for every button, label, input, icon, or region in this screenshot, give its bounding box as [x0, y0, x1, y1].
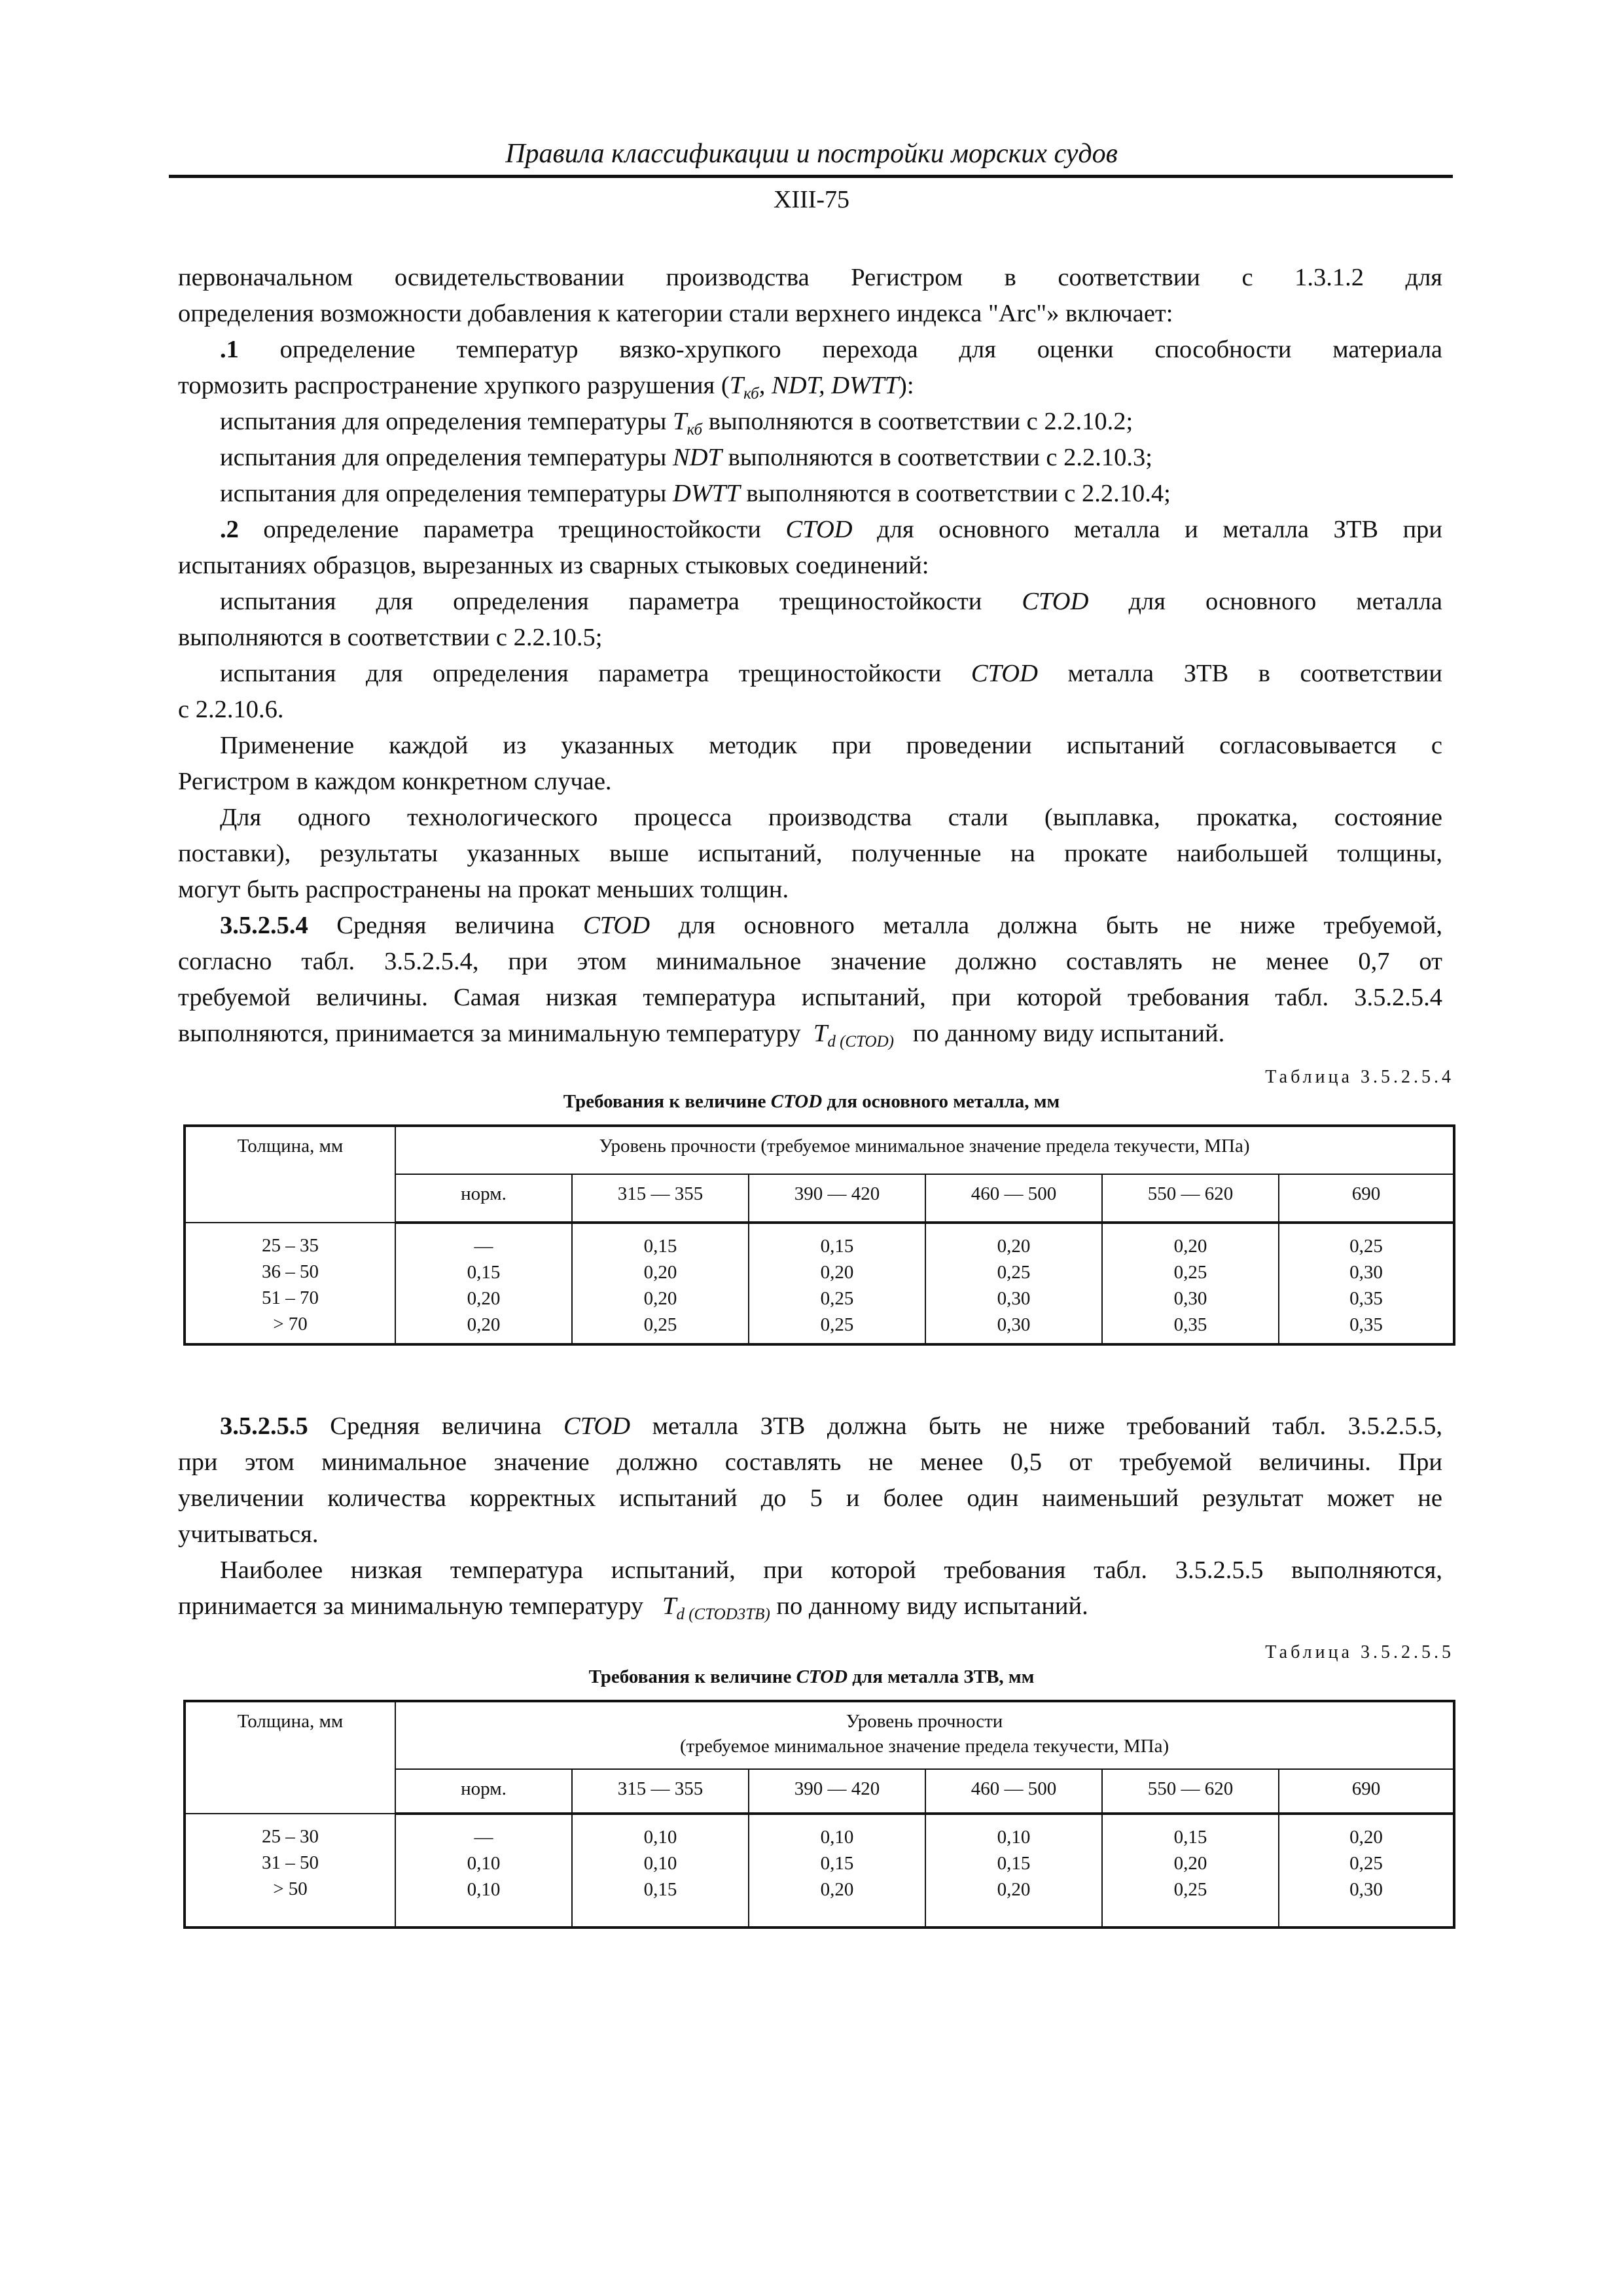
- table2-level: 390 — 420: [749, 1769, 925, 1814]
- table2-column: [749, 1814, 925, 1928]
- table-cell: 0,25: [1173, 1262, 1207, 1283]
- symbol-ctod: CTOD: [583, 912, 651, 939]
- symbol-ndt: NDT: [673, 444, 722, 471]
- table2-level: 315 — 355: [572, 1769, 749, 1814]
- table-cell: 0,35: [1349, 1314, 1383, 1335]
- table-cell: 0,25: [1349, 1236, 1383, 1257]
- section-3524-line-1: 3.5.2.5.4 Средняя величина CTOD для основного металла должна быть не ниже требуемой,: [220, 912, 1443, 939]
- symbol-ctod: CTOD: [1022, 588, 1089, 615]
- symbol-ctod: CTOD: [796, 1666, 848, 1687]
- table-cell: 0,30: [1349, 1879, 1383, 1900]
- table-cell: 0,15: [467, 1262, 501, 1283]
- table1-column: [1102, 1223, 1279, 1344]
- symbol-ctod: CTOD: [770, 1091, 823, 1112]
- table-cell: 0,20: [643, 1288, 677, 1309]
- table-cell: > 50: [273, 1878, 308, 1899]
- intro-line-1: первоначальном освидетельствовании производства Регистром в соответствии с 1.3.1.2 для: [178, 264, 1442, 291]
- table1-column: [395, 1223, 572, 1344]
- section-3524-line-2: согласно табл. 3.5.2.5.4, при этом минимальное значение должно составлять не менее 0,7 от: [178, 948, 1442, 975]
- table1-thickness-column: [185, 1223, 395, 1344]
- table2-level: 690: [1279, 1769, 1454, 1814]
- table-cell: 0,20: [1173, 1853, 1207, 1874]
- symbol-t: $T_{кб}$, NDT, DWTT: [729, 372, 899, 403]
- table-cell: 0,15: [820, 1853, 854, 1874]
- table2-level: норм.: [395, 1769, 572, 1814]
- section-3525-line-3: увеличении количества корректных испытаний до 5 и более один наименьший результат может не: [178, 1484, 1442, 1512]
- section-3525-number: 3.5.2.5.5: [220, 1412, 308, 1440]
- table1-thickness-header: Толщина, мм: [185, 1126, 395, 1223]
- process-line-2: поставки), результаты указанных выше испытаний, полученные на прокате наибольшей толщины,: [178, 840, 1442, 867]
- test-ctod-base-line-1: испытания для определения параметра трещиностойкости CTOD для основного металла: [220, 588, 1443, 615]
- table-cell: 0,25: [820, 1314, 854, 1335]
- table-cell: —: [474, 1236, 493, 1257]
- item2-line-1: .2 определение параметра трещиностойкости CTOD для основного металла и металла ЗТВ при: [220, 516, 1443, 543]
- table1-level: 550 — 620: [1102, 1174, 1279, 1223]
- table-cell: 25 – 35: [262, 1235, 319, 1256]
- symbol-td-ctod3tb: $T_{d (CTOD3TB)}$: [662, 1592, 770, 1623]
- table-cell: 0,10: [643, 1853, 677, 1874]
- page-number: XIII-75: [773, 186, 850, 213]
- item1-text: определение температур вязко-хрупкого перехода для оценки способности материала: [279, 336, 1442, 363]
- test-ndt-line: испытания для определения температуры NDT выполняются в соответствии с 2.2.10.3;: [220, 444, 1152, 471]
- symbol-td-ctod: $T_{d (CTOD)}$: [813, 1020, 894, 1050]
- table-cell: 0,30: [1173, 1288, 1207, 1309]
- table1-column: [572, 1223, 749, 1344]
- section-3524-line-4: выполняются, принимается за минимальную температуру $T_{d (CTOD)}$ по данному виду испытаний.: [178, 1020, 1225, 1050]
- table-cell: 0,15: [643, 1879, 677, 1900]
- table2-column: [1102, 1814, 1279, 1928]
- table-cell: 0,20: [643, 1262, 677, 1283]
- table-cell: > 70: [273, 1314, 308, 1335]
- table-cell: —: [474, 1827, 493, 1848]
- table1-column: [925, 1223, 1102, 1344]
- table-cell: 0,10: [467, 1853, 501, 1874]
- table-cell: 0,15: [1173, 1827, 1207, 1848]
- table2-column: [395, 1814, 572, 1928]
- item1-line-1: [220, 332, 1442, 368]
- table2-label: Таблица 3.5.2.5.5: [1265, 1642, 1454, 1662]
- table-cell: 0,10: [997, 1827, 1031, 1848]
- header-rule: [169, 175, 1453, 178]
- symbol-ctod: CTOD: [785, 516, 853, 543]
- test-ctod-base-line-2: выполняются в соответствии с 2.2.10.5;: [178, 624, 603, 651]
- section-3525-line-2: при этом минимальное значение должно составлять не менее 0,5 от требуемой величины. При: [178, 1448, 1442, 1476]
- table-cell: 0,20: [997, 1879, 1031, 1900]
- item1-number: .1: [220, 336, 239, 363]
- symbol-tkb: $T_{кб}$: [673, 408, 703, 439]
- lowest-temp-line-2: принимается за минимальную температуру $T_{d (CTOD3TB)}$ по данному виду испытаний.: [178, 1592, 1088, 1623]
- table-cell: 0,20: [467, 1314, 501, 1335]
- item2-number: .2: [220, 516, 239, 543]
- section-3524-number: 3.5.2.5.4: [220, 912, 308, 939]
- table-cell: 0,15: [643, 1236, 677, 1257]
- apply-line-1: Применение каждой из указанных методик при проведении испытаний согласовывается с: [220, 732, 1442, 759]
- table-cell: 0,20: [1349, 1827, 1383, 1848]
- symbol-ctod: CTOD: [971, 660, 1038, 687]
- table2-strength-header-line-2: (требуемое минимальное значение предела текучести, МПа): [679, 1736, 1169, 1757]
- table-cell: 0,10: [820, 1827, 854, 1848]
- table-cell: 0,15: [997, 1853, 1031, 1874]
- table-cell: 36 – 50: [262, 1261, 319, 1282]
- table-cell: 51 – 70: [262, 1287, 319, 1308]
- section-3525-line-1: 3.5.2.5.5 Средняя величина CTOD металла ЗТВ должна быть не ниже требований табл. 3.5.2.5.5,: [220, 1412, 1443, 1440]
- lowest-temp-line-1: Наиболее низкая температура испытаний, при которой требования табл. 3.5.2.5.5 выполняются,: [220, 1556, 1442, 1584]
- table-cell: 0,25: [1173, 1879, 1207, 1900]
- table-cell: 25 – 30: [262, 1826, 319, 1847]
- symbol-dwtt: DWTT: [673, 480, 740, 507]
- table-cell: 0,30: [997, 1314, 1031, 1335]
- table1-label: Таблица 3.5.2.5.4: [1265, 1067, 1454, 1087]
- table-cell: 31 – 50: [262, 1852, 319, 1873]
- item1-line-2: [178, 368, 1442, 404]
- test-dwtt-line: испытания для определения температуры DWTT выполняются в соответствии с 2.2.10.4;: [220, 480, 1171, 507]
- table-cell: 0,25: [643, 1314, 677, 1335]
- table2-strength-header-line-1: Уровень прочности: [846, 1711, 1003, 1732]
- table2-strength-header: [395, 1701, 1454, 1769]
- symbol-ctod: CTOD: [563, 1412, 631, 1440]
- table-cell: 0,35: [1349, 1288, 1383, 1309]
- table-cell: 0,30: [1349, 1262, 1383, 1283]
- table-cell: 0,25: [1349, 1853, 1383, 1874]
- document-header-title: Правила классификации и постройки морских судов: [505, 139, 1118, 169]
- table1-level: 460 — 500: [925, 1174, 1102, 1223]
- table1-strength-header: Уровень прочности (требуемое минимальное значение предела текучести, МПа): [395, 1126, 1454, 1174]
- table1-column: [1279, 1223, 1454, 1344]
- table-cell: 0,20: [820, 1262, 854, 1283]
- table1: [183, 1124, 1455, 1346]
- table1-level: норм.: [395, 1174, 572, 1223]
- intro-line-2: определения возможности добавления к категории стали верхнего индекса "Arc"» включает:: [178, 300, 1173, 327]
- process-line-1: Для одного технологического процесса производства стали (выплавка, прокатка, состояние: [220, 804, 1442, 831]
- table2-level: 550 — 620: [1102, 1769, 1279, 1814]
- table-cell: 0,20: [1173, 1236, 1207, 1257]
- table-cell: 0,10: [467, 1879, 501, 1900]
- table2-thickness-column: [185, 1814, 395, 1928]
- table-cell: 0,15: [820, 1236, 854, 1257]
- table-cell: 0,35: [1173, 1314, 1207, 1335]
- table1-level: 690: [1279, 1174, 1454, 1223]
- process-line-3: могут быть распространены на прокат меньших толщин.: [178, 876, 789, 903]
- table1-level: 390 — 420: [749, 1174, 925, 1223]
- table1-level: 315 — 355: [572, 1174, 749, 1223]
- table-cell: 0,20: [997, 1236, 1031, 1257]
- table2-thickness-header: Толщина, мм: [185, 1701, 395, 1814]
- item2-line-2: испытаниях образцов, вырезанных из сварных стыковых соединений:: [178, 552, 929, 579]
- table-cell: 0,25: [997, 1262, 1031, 1283]
- table2: [183, 1700, 1455, 1929]
- item1-line2-end: ):: [899, 372, 914, 399]
- section-3524-line-3: требуемой величины. Самая низкая температура испытаний, при которой требования табл. 3.5.2.5.4: [178, 984, 1442, 1011]
- table-cell: 0,20: [467, 1288, 501, 1309]
- table-cell: 0,10: [643, 1827, 677, 1848]
- section-3525-line-4: учитываться.: [178, 1520, 319, 1548]
- item1-line2-text: тормозить распространение хрупкого разрушения (: [178, 372, 730, 399]
- table2-column: [1279, 1814, 1454, 1928]
- apply-line-2: Регистром в каждом конкретном случае.: [178, 768, 612, 795]
- test-tkb-line: испытания для определения температуры $T_{кб}$ выполняются в соответствии с 2.2.10.2;: [220, 408, 1133, 439]
- test-ctod-haz-line-2: с 2.2.10.6.: [178, 696, 284, 723]
- table-cell: 0,30: [997, 1288, 1031, 1309]
- test-ctod-haz-line-1: испытания для определения параметра трещиностойкости CTOD металла ЗТВ в соответствии: [220, 660, 1443, 687]
- table2-column: [572, 1814, 749, 1928]
- table2-column: [925, 1814, 1102, 1928]
- table2-title: Требования к величине CTOD для металла ЗТВ, мм: [588, 1666, 1035, 1687]
- table-cell: 0,25: [820, 1288, 854, 1309]
- table-cell: 0,20: [820, 1879, 854, 1900]
- table1-column: [749, 1223, 925, 1344]
- table2-level: 460 — 500: [925, 1769, 1102, 1814]
- table1-title: Требования к величине CTOD для основного металла, мм: [563, 1091, 1060, 1112]
